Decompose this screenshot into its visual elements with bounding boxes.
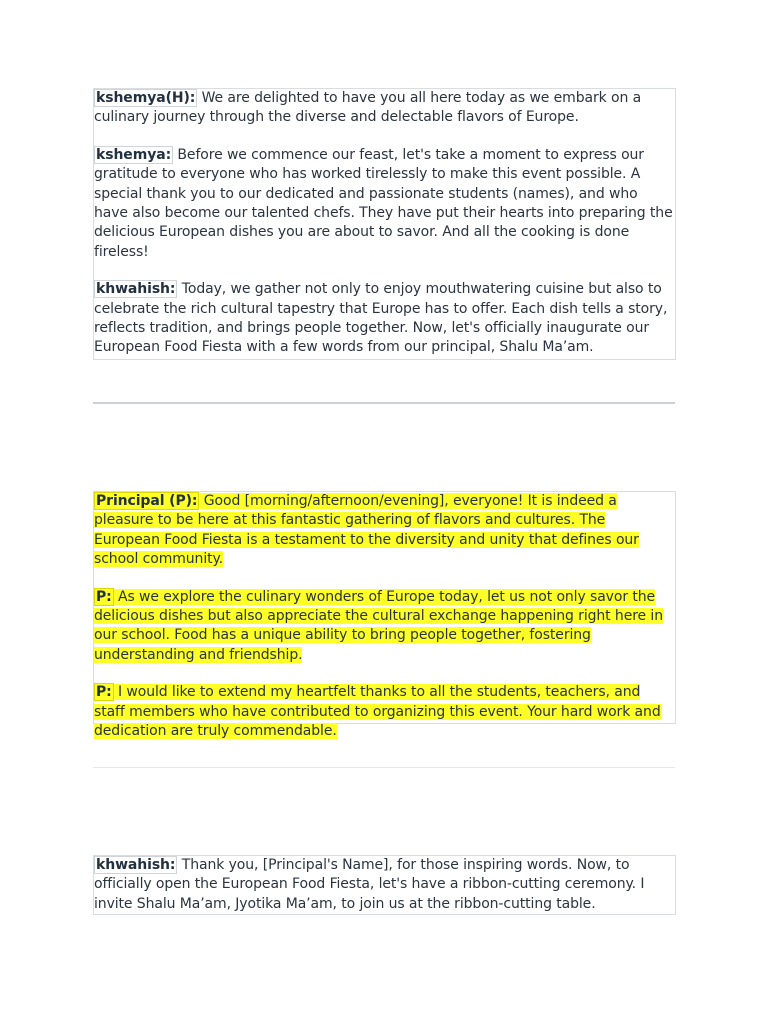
dialogue-text: As we explore the culinary wonders of Europe today, let us not only savor the delicious dishes but also appreciate the cultural exchange happening right here in our school. Food has a unique ability to bring people together, fostering understanding and friendship.	[94, 588, 663, 663]
dialogue-text: Thank you, [Principal's Name], for those inspiring words. Now, to officially open the European Food Fiesta, let's have a ribbon-cutting ceremony. I invite Shalu Ma’am, Jyotika Ma’am, to join us at the ribbon-cutting table.	[94, 857, 645, 912]
speaker-label: kshemya:	[96, 146, 172, 163]
script-section-ribbon-cutting	[93, 855, 676, 915]
speaker-label: P:	[96, 684, 112, 701]
dialogue-paragraph	[94, 146, 675, 262]
dialogue-paragraph	[94, 280, 675, 358]
speaker-label: khwahish:	[96, 281, 176, 298]
dialogue-text: Before we commence our feast, let's take a moment to express our gratitude to everyone who has worked tirelessly to make this event possible. A special thank you to our dedicated and passionate students (names), and who have also become our talented chefs. They have put their hearts into preparing the delicious European dishes you are about to savor. And all the cooking is done fireless!	[94, 146, 673, 260]
script-section-principal	[93, 491, 676, 740]
speaker-label: Principal (P):	[96, 493, 198, 509]
dialogue-text: I would like to extend my heartfelt thanks to all the students, teachers, and staff members who have contributed to organizing this event. Your hard work and dedication are truly commendable.	[94, 684, 661, 740]
dialogue-paragraph	[94, 588, 675, 666]
dialogue-text: Good [morning/afternoon/evening], everyone! It is indeed a pleasure to be here at this fantastic gathering of flavors and cultures. The European Food Fiesta is a testament to the diversity and unity that defines our school community.	[94, 493, 639, 568]
script-section-welcome	[93, 88, 676, 360]
dialogue-paragraph	[94, 683, 675, 741]
speaker-label: kshemya(H):	[96, 90, 196, 106]
section-divider	[93, 402, 675, 404]
dialogue-paragraph	[94, 492, 675, 570]
dialogue-paragraph	[94, 89, 675, 128]
dialogue-text: Today, we gather not only to enjoy mouthwatering cuisine but also to celebrate the rich cultural tapestry that Europe has to offer. Each dish tells a story, reflects tradition, and brings people together. Now, let's officially inaugurate our European Food Fiesta with a few words from our principal, Shalu Ma’am.	[94, 281, 668, 356]
dialogue-paragraph	[94, 856, 675, 914]
speaker-label: P:	[96, 588, 112, 605]
speaker-label: khwahish:	[96, 857, 176, 873]
dialogue-text: We are delighted to have you all here today as we embark on a culinary journey through the diverse and delectable flavors of Europe.	[94, 90, 642, 126]
section-divider	[93, 767, 675, 768]
